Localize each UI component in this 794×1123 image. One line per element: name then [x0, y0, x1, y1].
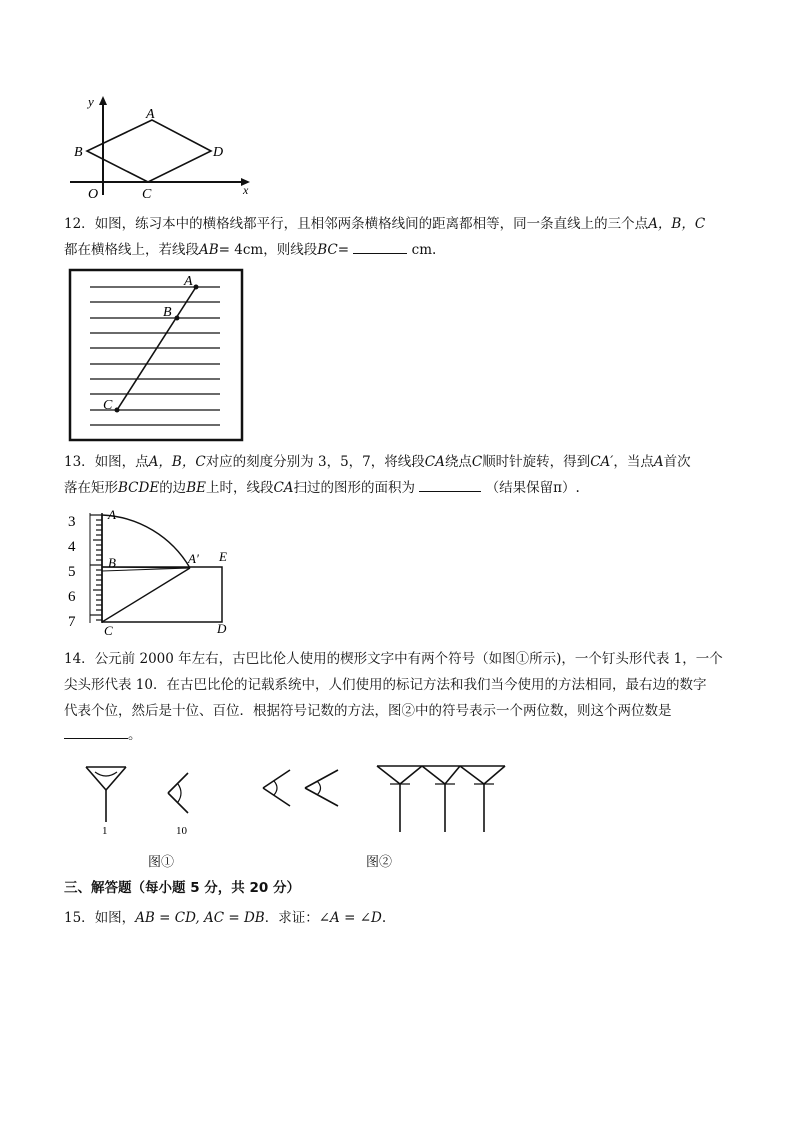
ruler-tick-6: 6 — [68, 589, 76, 605]
figure-notebook-lines — [68, 268, 246, 444]
q13-line2: 落在矩形BCDE的边BE上时，线段CA扫过的图形的面积为 （结果保留π）. — [64, 480, 580, 496]
fig11-label-d: D — [213, 145, 224, 160]
fig11-label-y: y — [88, 94, 94, 109]
q12-line2: 都在横格线上，若线段AB= 4cm，则线段BC= cm. — [64, 242, 437, 258]
fig13-label-a-prime: A′ — [188, 551, 199, 566]
q12-line1: 12．如图，练习本中的横格线都平行，且相邻两条横格线间的距离都相等，同一条直线上的三个点A，B，C — [64, 216, 706, 232]
q13-line1: 13．如图，点A，B，C对应的刻度分别为 3，5，7，将线段CA绕点C顺时针旋转，得到CA′，当点A首次 — [64, 454, 691, 470]
caption-figure-2: 图② — [366, 855, 393, 870]
fig12-label-b: B — [163, 305, 172, 320]
nail-symbol — [86, 767, 126, 822]
q14-line3: 代表个位，然后是十位、百位．根据符号记数的方法，图②中的符号表示一个两位数，则这个两位数是 — [64, 703, 672, 719]
fig13-label-b: B — [108, 555, 116, 570]
fig13-label-d: D — [217, 621, 227, 636]
q14-line2: 尖头形代表 10．在古巴比伦的记载系统中，人们使用的标记方法和我们当今使用的方法相同，最右边的数字 — [64, 677, 707, 693]
double-arrowhead-symbol — [263, 770, 338, 806]
q13-answer-blank[interactable] — [419, 491, 481, 492]
ruler-tick-3: 3 — [68, 514, 76, 530]
q15-line: 15．如图，AB = CD, AC = DB．求证：∠A = ∠D. — [64, 910, 387, 926]
ruler-tick-4: 4 — [68, 539, 76, 555]
fig11-label-x: x — [243, 183, 249, 197]
figure-cuneiform-symbols — [60, 760, 510, 842]
q14-line1: 14．公元前 2000 年左右，古巴比伦人使用的楔形文字中有两个符号（如图①所示)，一个钉头形代表 1，一个 — [64, 651, 723, 667]
arrowhead-symbol — [168, 773, 188, 813]
fig11-label-origin: O — [88, 187, 99, 200]
caption-figure-1: 图① — [148, 855, 175, 870]
fig13-label-c: C — [104, 623, 113, 638]
fig13-label-e: E — [219, 549, 227, 564]
fig12-label-c: C — [103, 398, 113, 413]
fig14-label-1: 1 — [102, 825, 108, 837]
fig11-label-a: A — [146, 107, 155, 122]
figure-rhombus-coordinate — [60, 90, 260, 200]
section-title-answers: 三、解答题（每小题 5 分，共 20 分） — [64, 880, 300, 896]
fig11-label-c: C — [142, 187, 152, 200]
q14-line4: 。 — [64, 724, 142, 746]
fig13-label-a: A — [108, 507, 116, 522]
figure-ruler-rotation — [62, 505, 242, 640]
q14-answer-blank[interactable] — [64, 738, 128, 739]
ruler-tick-7: 7 — [68, 614, 76, 630]
fig12-label-a: A — [184, 274, 193, 289]
fig11-label-b: B — [74, 145, 83, 160]
ruler-tick-5: 5 — [68, 564, 76, 580]
fig14-label-10: 10 — [176, 825, 187, 837]
triple-nail-symbol — [377, 766, 505, 832]
q12-answer-blank[interactable] — [353, 253, 407, 254]
